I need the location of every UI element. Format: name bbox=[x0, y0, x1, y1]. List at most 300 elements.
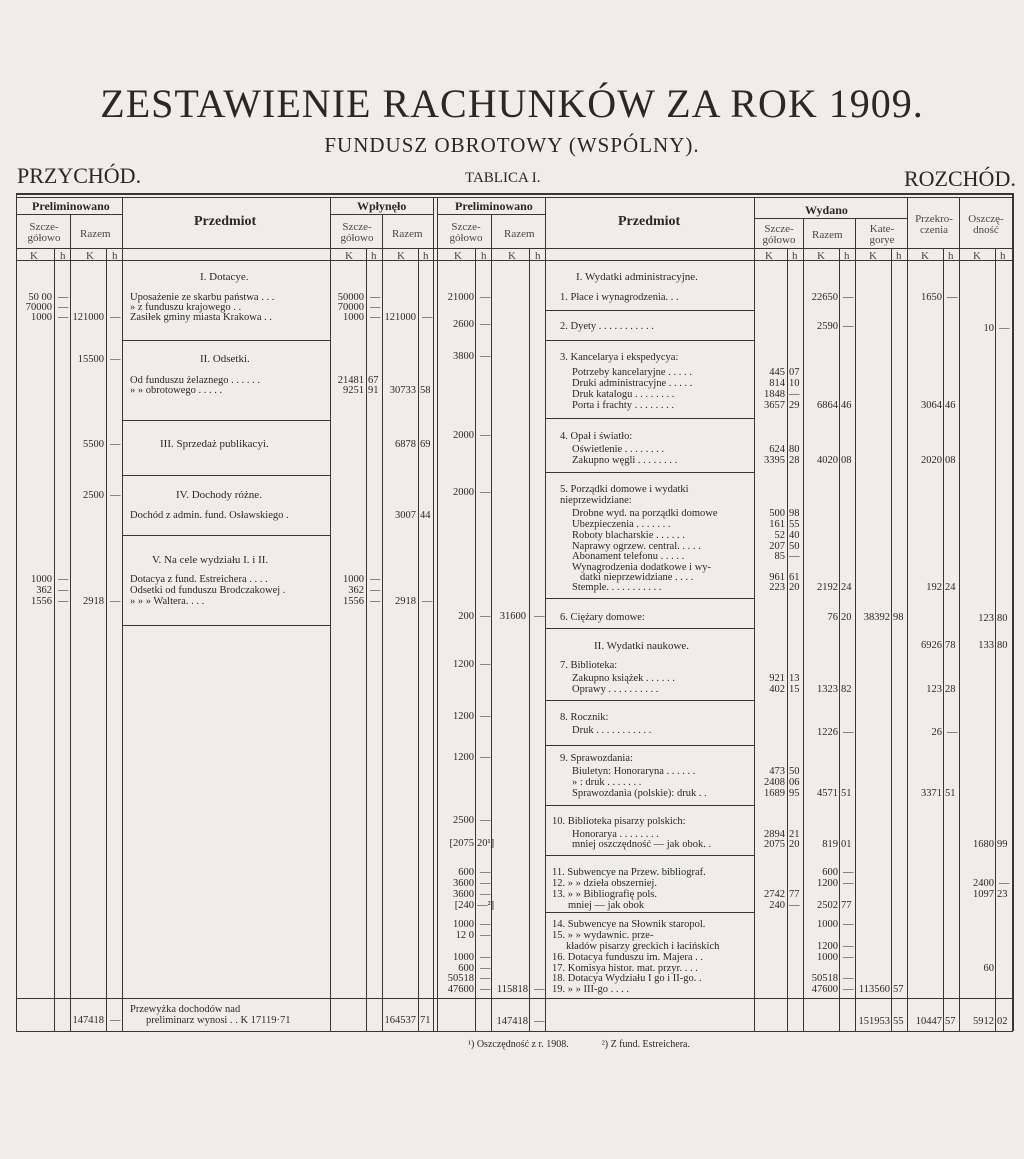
income-item: Od funduszu żelaznego . . . . . . bbox=[130, 375, 261, 386]
income-prelim-razem: 121000 bbox=[72, 312, 104, 323]
expense-wyd-szcz-h: 20 bbox=[789, 839, 800, 850]
kh-label: K bbox=[817, 250, 825, 262]
expense-total-oszcz-h: 02 bbox=[997, 1016, 1008, 1027]
dash: — bbox=[534, 1016, 545, 1027]
expense-wyd-szcz: 500 bbox=[769, 508, 785, 519]
header-przedmiot-left: Przedmiot bbox=[194, 214, 257, 229]
expense-item: Porta i frachty . . . . . . . . bbox=[572, 400, 675, 411]
expense-item: Wynagrodzenia dodatkowe i wy- bbox=[572, 562, 712, 573]
dash: — bbox=[480, 963, 491, 974]
col-rule bbox=[106, 248, 107, 1031]
income-section: III. Sprzedaż publikacyi. bbox=[160, 438, 269, 450]
income-wpl-razem-h: 58 bbox=[420, 385, 431, 396]
income-section: V. Na cele wydziału I. i II. bbox=[152, 554, 269, 566]
expense-prelim-szcz: 600 bbox=[458, 963, 474, 974]
expense-prelim-szcz: 12 0 bbox=[455, 930, 474, 941]
table-right-rule bbox=[1012, 193, 1014, 1031]
dash: — bbox=[947, 727, 958, 738]
header-razem-wyd: Razem bbox=[812, 229, 843, 241]
expense-total-przekr: 10447 bbox=[915, 1016, 942, 1027]
expense-oszcz: 1680 bbox=[973, 839, 994, 850]
kh-label: h bbox=[896, 250, 902, 262]
income-prelim-razem: 2918 bbox=[83, 596, 104, 607]
col-rule bbox=[529, 248, 530, 1031]
row-rule bbox=[546, 340, 754, 341]
dash: — bbox=[370, 596, 381, 607]
expense-item: Honorarya . . . . . . . . bbox=[572, 829, 659, 840]
dash: — bbox=[843, 292, 854, 303]
col-rule bbox=[787, 248, 788, 1031]
footnote-1: ¹) Oszczędność z r. 1908. bbox=[468, 1039, 569, 1050]
dash: — bbox=[480, 292, 491, 303]
expense-wyd-szcz-h: 50 bbox=[789, 766, 800, 777]
expense-wyd-szcz-h: 07 bbox=[789, 367, 800, 378]
expense-item: 3. Kancelarya i ekspedycya: bbox=[560, 352, 679, 363]
income-prelim-razem: 5500 bbox=[83, 439, 104, 450]
col-rule bbox=[70, 214, 71, 1031]
income-item: Zasiłek gminy miasta Krakowa . . bbox=[130, 312, 273, 323]
income-summary-label: Przewyżka dochodów nad bbox=[130, 1004, 241, 1015]
income-wpl-razem: 121000 bbox=[384, 312, 416, 323]
expense-oszcz: 10 bbox=[983, 323, 994, 334]
row-rule bbox=[546, 912, 754, 913]
income-wpl-szcz: 50000 bbox=[337, 292, 364, 303]
expense-wyd-szcz: 2408 bbox=[764, 777, 785, 788]
expense-kategorye-h: 98 bbox=[893, 612, 904, 623]
col-rule bbox=[855, 218, 856, 1031]
row-rule bbox=[122, 535, 330, 536]
kh-label: h bbox=[792, 250, 798, 262]
kh-label: h bbox=[60, 250, 66, 262]
dash: — bbox=[480, 930, 491, 941]
dash: — bbox=[480, 984, 491, 995]
header-oszczednosc: Oszczę-dność bbox=[968, 213, 1004, 236]
row-rule bbox=[122, 340, 330, 341]
expense-wyd-razem-h: 46 bbox=[841, 400, 852, 411]
expense-section: I. Wydatki administracyjne. bbox=[576, 271, 698, 283]
expense-kategorye: 38392 bbox=[863, 612, 890, 623]
dash: — bbox=[58, 574, 69, 585]
expense-przekr: 192 bbox=[926, 582, 942, 593]
dash: — bbox=[422, 312, 433, 323]
expense-wyd-szcz: 473 bbox=[769, 766, 785, 777]
expense-przekr: 3371 bbox=[921, 788, 942, 799]
income-prelim-szcz: 70000 bbox=[25, 302, 52, 313]
expense-wyd-razem: 50518 bbox=[811, 973, 838, 984]
expense-wyd-razem: 1000 bbox=[817, 919, 838, 930]
kh-label: K bbox=[765, 250, 773, 262]
expense-item: Drobne wyd. na porządki domowe bbox=[572, 508, 718, 519]
expense-prelim-szcz: [2075 bbox=[449, 838, 474, 849]
expense-przekr: 123 bbox=[926, 684, 942, 695]
expense-section: II. Wydatki naukowe. bbox=[594, 640, 690, 652]
dash: — bbox=[843, 919, 854, 930]
dash: — bbox=[370, 292, 381, 303]
income-wpl-razem: 2918 bbox=[395, 596, 416, 607]
expense-wyd-szcz-h: 20 bbox=[789, 582, 800, 593]
col-rule bbox=[475, 248, 476, 1031]
kh-label: h bbox=[481, 250, 487, 262]
kh-label: h bbox=[535, 250, 541, 262]
income-prelim-szcz: 50 00 bbox=[28, 292, 52, 303]
col-rule bbox=[54, 248, 55, 1031]
expense-wyd-szcz: 3395 bbox=[764, 455, 785, 466]
expense-item: 17. Komisya histor. mat. przyr. . . . bbox=[552, 963, 698, 974]
kh-label: h bbox=[844, 250, 850, 262]
income-item: » » obrotowego . . . . . bbox=[130, 385, 223, 396]
expense-wyd-razem-h: 24 bbox=[841, 582, 852, 593]
expense-item: Zakupno książek . . . . . . bbox=[572, 673, 675, 684]
col-rule bbox=[545, 197, 546, 1031]
expense-item: Stemple. . . . . . . . . . . bbox=[572, 582, 662, 593]
expense-item: 7. Biblioteka: bbox=[560, 660, 618, 671]
row-rule bbox=[546, 310, 754, 311]
row-rule bbox=[546, 472, 754, 473]
expense-item: 5. Porządki domowe i wydatki nieprzewidziane: bbox=[560, 484, 689, 506]
page-subtitle: FUNDUSZ OBROTOWY (WSPÓLNY). bbox=[324, 133, 700, 157]
dash: — bbox=[534, 611, 545, 622]
income-wpl-szcz: 70000 bbox=[337, 302, 364, 313]
table-top-rule bbox=[16, 193, 1013, 195]
center-double-rule-a bbox=[433, 197, 434, 1031]
expense-wyd-szcz: 2742 bbox=[764, 889, 785, 900]
kh-label: h bbox=[112, 250, 118, 262]
expense-wyd-razem: 22650 bbox=[811, 292, 838, 303]
dash: — bbox=[480, 867, 491, 878]
expense-total-prelim: 147418 bbox=[496, 1016, 528, 1027]
header-wydano: Wydano bbox=[805, 203, 848, 217]
header-razem-wpl: Razem bbox=[392, 228, 423, 240]
income-heading: PRZYCHÓD. bbox=[17, 163, 142, 188]
expense-przekr: 6926 bbox=[921, 640, 942, 651]
income-wpl-szcz: 1000 bbox=[343, 312, 364, 323]
center-double-rule-b bbox=[437, 197, 438, 1031]
dash: — bbox=[480, 319, 491, 330]
expense-oszcz-h: 80 bbox=[997, 613, 1008, 624]
expense-wyd-razem-h: 08 bbox=[841, 455, 852, 466]
expense-item: Druk katalogu . . . . . . . . bbox=[572, 389, 675, 400]
expense-item: Druk . . . . . . . . . . . bbox=[572, 725, 652, 736]
dash: — bbox=[789, 389, 800, 400]
expense-wyd-szcz-h: 21 bbox=[789, 829, 800, 840]
expense-item: 11. Subwencye na Przew. bibliograf. bbox=[552, 867, 706, 878]
income-wpl-szcz: 1556 bbox=[343, 596, 364, 607]
expense-wyd-razem: 2590 bbox=[817, 321, 838, 332]
table-left-rule bbox=[16, 193, 17, 1031]
expense-wyd-razem-h: 01 bbox=[841, 839, 852, 850]
col-rule bbox=[330, 214, 433, 215]
dash: — bbox=[58, 302, 69, 313]
expense-prelim-razem: 31600 bbox=[499, 611, 526, 622]
dash: — bbox=[370, 574, 381, 585]
expense-prelim-szcz: 1000 bbox=[453, 952, 474, 963]
expense-prelim-szcz: 3600 bbox=[453, 878, 474, 889]
expense-heading: ROZCHÓD. bbox=[904, 166, 1016, 191]
income-section: IV. Dochody różne. bbox=[176, 489, 262, 501]
expense-item: datki nieprzewidziane . . . . bbox=[580, 572, 694, 583]
expense-przekr-h: 78 bbox=[945, 640, 956, 651]
dash: — bbox=[480, 973, 491, 984]
header-kategorye: Kate-gorye bbox=[869, 223, 895, 246]
expense-item: 14. Subwencye na Słownik staropol. bbox=[552, 919, 706, 930]
header-szczegolowo-wyd: Szcze-gółowo bbox=[762, 223, 796, 246]
income-prelim-szcz: 1556 bbox=[31, 596, 52, 607]
row-rule bbox=[122, 625, 330, 626]
kh-label: K bbox=[30, 250, 38, 262]
expense-przekr-h: 24 bbox=[945, 582, 956, 593]
dash: — bbox=[843, 878, 854, 889]
income-wpl-szcz: 21481 bbox=[337, 375, 364, 386]
expense-wyd-szcz: 223 bbox=[769, 582, 785, 593]
expense-item: 18. Dotacya Wydziału I go i II-go. . bbox=[552, 973, 702, 984]
expense-przekr-h: 46 bbox=[945, 400, 956, 411]
expense-item: Abonament telefonu . . . . . bbox=[572, 551, 685, 562]
dash: — bbox=[110, 312, 121, 323]
expense-oszcz-h: 80 bbox=[997, 640, 1008, 651]
expense-wyd-szcz: 402 bbox=[769, 684, 785, 695]
income-wpl-szcz: 9251 bbox=[343, 385, 364, 396]
dash: — bbox=[534, 984, 545, 995]
kh-label: K bbox=[86, 250, 94, 262]
expense-wyd-razem-h: 20 bbox=[841, 612, 852, 623]
expense-wyd-szcz: 1848 bbox=[764, 389, 785, 400]
expense-przekr: 1650 bbox=[921, 292, 942, 303]
table-bottom-rule bbox=[16, 1031, 1013, 1032]
dash: — bbox=[110, 439, 121, 450]
expense-item: 2. Dyety . . . . . . . . . . . bbox=[560, 321, 654, 332]
dash: — bbox=[843, 952, 854, 963]
expense-wyd-szcz-h: 77 bbox=[789, 889, 800, 900]
expense-oszcz: 1097 bbox=[973, 889, 994, 900]
expense-wyd-szcz-h: 10 bbox=[789, 378, 800, 389]
income-item: » » » Waltera. . . . bbox=[130, 596, 205, 607]
expense-item: 16. Dotacya funduszu im. Majera . . bbox=[552, 952, 704, 963]
expense-item: 1. Płace i wynagrodzenia. . . bbox=[560, 292, 679, 303]
kh-label: K bbox=[869, 250, 877, 262]
income-wpl-szcz: 362 bbox=[348, 585, 364, 596]
expense-wyd-razem: 6864 bbox=[817, 400, 838, 411]
dash: — bbox=[843, 984, 854, 995]
income-item: Odsetki od funduszu Brodczakowej . bbox=[130, 585, 286, 596]
expense-przekr: 3064 bbox=[921, 400, 942, 411]
expense-wyd-razem: 2502 bbox=[817, 900, 838, 911]
dash: — bbox=[480, 659, 491, 670]
expense-przekr-h: 28 bbox=[945, 684, 956, 695]
expense-wyd-szcz: 624 bbox=[769, 444, 785, 455]
dash: — bbox=[480, 889, 491, 900]
expense-item: mniej — jak obok bbox=[568, 900, 645, 911]
expense-wyd-szcz: 445 bbox=[769, 367, 785, 378]
expense-kategorye: 113560 bbox=[858, 984, 890, 995]
expense-wyd-szcz: 207 bbox=[769, 541, 785, 552]
income-total-prelim: 147418 bbox=[72, 1015, 104, 1026]
expense-item: mniej oszczędność — jak obok. . bbox=[572, 839, 712, 850]
kh-label: K bbox=[921, 250, 929, 262]
dash: — bbox=[999, 323, 1010, 334]
kh-label: K bbox=[454, 250, 462, 262]
expense-wyd-razem-h: 77 bbox=[841, 900, 852, 911]
expense-prelim-szcz: 21000 bbox=[447, 292, 474, 303]
kh-label: h bbox=[371, 250, 377, 262]
income-section: II. Odsetki. bbox=[200, 353, 250, 365]
row-rule bbox=[546, 418, 754, 419]
col-rule bbox=[754, 218, 907, 219]
expense-prelim-razem: 115818 bbox=[496, 984, 528, 995]
income-item: Uposażenie ze skarbu państwa . . . bbox=[130, 292, 275, 303]
income-wpl-szcz-h: 67 bbox=[368, 375, 379, 386]
dash: — bbox=[370, 312, 381, 323]
expense-total-wyd-h: 55 bbox=[893, 1016, 904, 1027]
header-preliminowano-left: Preliminowano bbox=[32, 199, 110, 213]
dash: — bbox=[110, 1015, 121, 1026]
dash: — bbox=[480, 711, 491, 722]
expense-kategorye-h: 57 bbox=[893, 984, 904, 995]
expense-item: 4. Opał i światło: bbox=[560, 431, 633, 442]
income-item: » z funduszu krajowego . . bbox=[130, 302, 242, 313]
expense-wyd-razem: 1000 bbox=[817, 952, 838, 963]
expense-item: Zakupno węgli . . . . . . . . bbox=[572, 455, 678, 466]
header-razem-left: Razem bbox=[80, 228, 111, 240]
income-item: Dochód z admin. fund. Osławskiego . bbox=[130, 510, 289, 521]
expense-prelim-szcz: 2000 bbox=[453, 487, 474, 498]
expense-item: Naprawy ogrzew. central. . . . . bbox=[572, 541, 701, 552]
expense-przekr: 26 bbox=[931, 727, 942, 738]
income-item: Dotacya z fund. Estreichera . . . . bbox=[130, 574, 268, 585]
header-preliminowano-right: Preliminowano bbox=[455, 199, 533, 213]
expense-przekr: 2020 bbox=[921, 455, 942, 466]
expense-wyd-razem: 819 bbox=[822, 839, 838, 850]
expense-wyd-szcz: 2075 bbox=[764, 839, 785, 850]
expense-item: » : druk . . . . . . . bbox=[572, 777, 642, 788]
expense-wyd-razem-h: 51 bbox=[841, 788, 852, 799]
expense-wyd-szcz: 921 bbox=[769, 673, 785, 684]
expense-item: Biuletyn: Honoraryna . . . . . . bbox=[572, 766, 696, 777]
expense-prelim-szcz: 2600 bbox=[453, 319, 474, 330]
dash: — bbox=[58, 585, 69, 596]
dash: — bbox=[480, 919, 491, 930]
expense-wyd-szcz: 161 bbox=[769, 519, 785, 530]
expense-item: 13. » » Bibliografię pols. bbox=[552, 889, 657, 900]
dash: — bbox=[370, 585, 381, 596]
expense-oszcz-h: 99 bbox=[997, 839, 1008, 850]
expense-item: Oświetlenie . . . . . . . . bbox=[572, 444, 665, 455]
expense-oszcz-h: 23 bbox=[997, 889, 1008, 900]
expense-prelim-szcz: 3600 bbox=[453, 889, 474, 900]
expense-wyd-razem-h: 82 bbox=[841, 684, 852, 695]
expense-wyd-razem: 76 bbox=[827, 612, 838, 623]
header-przedmiot-right: Przedmiot bbox=[618, 214, 681, 229]
dash: — bbox=[480, 351, 491, 362]
col-rule bbox=[438, 214, 545, 215]
expense-item: kładów pisarzy greckich i łacińskich bbox=[566, 941, 720, 952]
row-rule bbox=[122, 475, 330, 476]
income-wpl-razem-h: 44 bbox=[420, 510, 431, 521]
expense-oszcz: 2400 bbox=[973, 878, 994, 889]
dash: — bbox=[110, 354, 121, 365]
expense-wyd-szcz-h: 29 bbox=[789, 400, 800, 411]
expense-prelim-szcz-h: 20¹] bbox=[477, 838, 495, 849]
expense-wyd-razem: 1323 bbox=[817, 684, 838, 695]
dash: — bbox=[789, 551, 800, 562]
dash: — bbox=[947, 292, 958, 303]
dash: — bbox=[843, 727, 854, 738]
dash: — bbox=[480, 952, 491, 963]
expense-wyd-szcz: 814 bbox=[769, 378, 785, 389]
dash: — bbox=[58, 292, 69, 303]
expense-prelim-szcz: 600 bbox=[458, 867, 474, 878]
row-rule bbox=[546, 598, 754, 599]
expense-wyd-razem: 1200 bbox=[817, 941, 838, 952]
row-rule bbox=[546, 745, 754, 746]
header-szczegolowo-left: Szcze-gółowo bbox=[27, 221, 61, 244]
expense-item: 12. » » dzieła obszerniej. bbox=[552, 878, 657, 889]
expense-wyd-szcz-h: 06 bbox=[789, 777, 800, 788]
expense-wyd-razem: 4571 bbox=[817, 788, 838, 799]
expense-item: 6. Ciężary domowe: bbox=[560, 612, 645, 623]
expense-item: Ubezpieczenia . . . . . . . bbox=[572, 519, 671, 530]
footnotes bbox=[468, 1039, 690, 1050]
expense-prelim-szcz: 3800 bbox=[453, 351, 474, 362]
col-rule bbox=[907, 197, 908, 1031]
kh-label: h bbox=[423, 250, 429, 262]
col-rule bbox=[382, 214, 383, 1031]
dash: — bbox=[480, 752, 491, 763]
expense-oszcz: 123 bbox=[978, 613, 994, 624]
col-rule bbox=[943, 248, 944, 1031]
dash: — bbox=[999, 878, 1010, 889]
income-summary-label: preliminarz wynosi . . K 17119·71 bbox=[146, 1015, 291, 1026]
expense-prelim-szcz: 1200 bbox=[453, 711, 474, 722]
income-prelim-szcz: 1000 bbox=[31, 574, 52, 585]
col-rule bbox=[418, 248, 419, 1031]
dash: — bbox=[480, 611, 491, 622]
income-wpl-szcz: 1000 bbox=[343, 574, 364, 585]
income-wpl-razem: 3007 bbox=[395, 510, 416, 521]
expense-prelim-szcz: [240 bbox=[454, 900, 474, 911]
header-razem-right: Razem bbox=[504, 228, 535, 240]
col-rule bbox=[891, 248, 892, 1031]
header-szczegolowo-right: Szcze-gółowo bbox=[449, 221, 483, 244]
header-przekroczenia: Przekro-czenia bbox=[915, 213, 953, 236]
dash: — bbox=[480, 878, 491, 889]
income-prelim-szcz: 362 bbox=[36, 585, 52, 596]
dash: — bbox=[480, 487, 491, 498]
expense-item: Roboty blacharskie . . . . . . bbox=[572, 530, 685, 541]
expense-prelim-szcz-h: —²] bbox=[477, 900, 495, 911]
row-rule bbox=[122, 420, 330, 421]
expense-wyd-razem: 1226 bbox=[817, 727, 838, 738]
expense-item: Druki administracyjne . . . . . bbox=[572, 378, 693, 389]
expense-wyd-szcz-h: 55 bbox=[789, 519, 800, 530]
dash: — bbox=[843, 941, 854, 952]
expense-item: 10. Biblioteka pisarzy polskich: bbox=[552, 816, 686, 827]
expense-wyd-razem: 1200 bbox=[817, 878, 838, 889]
expense-item: Potrzeby kancelaryjne . . . . . bbox=[572, 367, 692, 378]
expense-wyd-szcz-h: 13 bbox=[789, 673, 800, 684]
row-rule bbox=[546, 805, 754, 806]
total-top-rule bbox=[16, 998, 1013, 999]
dash: — bbox=[422, 596, 433, 607]
header-wplynelo: Wpłynęło bbox=[357, 199, 407, 213]
dash: — bbox=[789, 900, 800, 911]
dash: — bbox=[110, 596, 121, 607]
expense-item: 9. Sprawozdania: bbox=[560, 753, 633, 764]
expense-prelim-szcz: 1200 bbox=[453, 752, 474, 763]
expense-wyd-razem: 47600 bbox=[811, 984, 838, 995]
income-wpl-razem-h: 69 bbox=[420, 439, 431, 450]
expense-prelim-szcz: 1000 bbox=[453, 919, 474, 930]
dash: — bbox=[370, 302, 381, 313]
